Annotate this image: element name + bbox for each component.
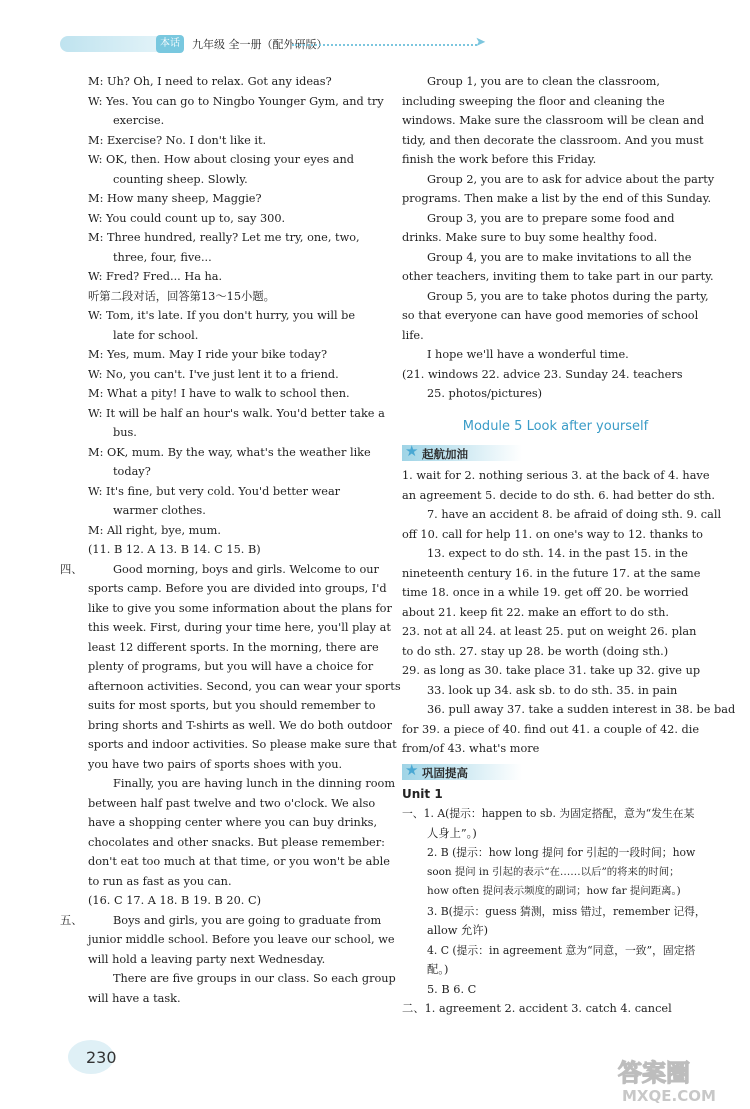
phrase-line: 33. look up 34. ask sb. to do sth. 35. in pain xyxy=(427,683,678,697)
star-icon: ★ xyxy=(405,442,419,460)
passage-line: sports camp. Before you are divided into groups, I'd xyxy=(88,582,387,595)
passage-line: will hold a leaving party next Wednesday. xyxy=(88,952,326,966)
dialog-line: today? xyxy=(113,465,151,478)
header-tag: 本话 xyxy=(156,35,184,53)
answer-line: (11. B 12. A 13. B 14. C 15. B) xyxy=(88,543,261,556)
dialog-line: M: Uh? Oh, I need to relax. Got any ideas? xyxy=(88,75,332,88)
dialog-line: M: How many sheep, Maggie? xyxy=(88,192,262,205)
passage-line xyxy=(60,560,380,580)
dialog-line: W: You could count up to, say 300. xyxy=(88,211,286,225)
passage-line: afternoon activities. Second, you can wear your sports xyxy=(88,679,401,693)
passage-line: Group 1, you are to clean the classroom, xyxy=(427,75,660,88)
phrase-line: time 18. once in a while 19. get off 20. be worried xyxy=(402,586,689,599)
passage-line: will have a task. xyxy=(88,991,181,1005)
phrase-line: for 39. a piece of 40. find out 41. a couple of 42. die xyxy=(402,722,700,736)
passage-line: don't eat too much at that time, or you won't be able xyxy=(88,855,390,868)
dialog-line: W: No, you can't. I've just lent it to a friend. xyxy=(88,367,339,381)
passage-line: Finally, you are having lunch in the dinning room xyxy=(113,777,396,790)
passage-line: tidy, and then decorate the classroom. And you must xyxy=(402,133,704,147)
dialog-line: W: OK, then. How about closing your eyes and xyxy=(88,153,355,166)
answer-line: allow 允许) xyxy=(427,924,489,937)
dialog-line: W: Fred? Fred... Ha ha. xyxy=(88,270,223,283)
dialog-line: W: It's fine, but very cold. You'd better wear xyxy=(88,484,341,498)
answer-line: 25. photos/pictures) xyxy=(427,387,543,400)
passage-line: junior middle school. Before you leave our school, we xyxy=(88,933,395,946)
passage-line: Group 3, you are to prepare some food and xyxy=(427,211,675,225)
header-title: 九年级 全一册（配外研版） xyxy=(192,38,328,51)
answer-line: how often 提问表示频度的副词；how far 提问距离。) xyxy=(427,885,681,897)
answer-line: 3. B(提示：guess 猜测，miss 错过，remember 记得， xyxy=(427,904,706,918)
section-number-five: 五、 xyxy=(60,913,83,927)
section-number-four: 四、 xyxy=(60,562,83,576)
passage-line: between half past twelve and two o'clock. We also xyxy=(88,796,376,810)
section-heading-text: 巩固提高 xyxy=(422,765,468,780)
instruction-line: 听第二段对话，回答第13～15小题。 xyxy=(88,289,275,303)
passage-line: drinks. Make sure to buy some healthy food. xyxy=(402,231,658,244)
passage-line: windows. Make sure the classroom will be clean and xyxy=(402,114,705,127)
passage-line: so that everyone can have good memories of school xyxy=(402,309,699,322)
passage-line: Group 4, you are to make invitations to all the xyxy=(427,250,692,264)
passage-line: I hope we'll have a wonderful time. xyxy=(427,348,629,361)
section-heading-2 xyxy=(402,761,709,783)
dialog-line: W: Yes. You can go to Ningbo Younger Gym, and try xyxy=(88,94,384,108)
phrase-line: nineteenth century 16. in the future 17. at the same xyxy=(402,566,701,580)
dialog-line: three, four, five... xyxy=(113,250,212,264)
passage-line: programs. Then make a list by the end of this Sunday. xyxy=(402,192,712,205)
answer-line: 一、1. A(提示：happen to sb. 为固定搭配，意为“发生在某 xyxy=(402,807,695,820)
watermark-text-cn: 答案圈 xyxy=(618,1059,690,1087)
watermark-logo xyxy=(612,1055,742,1105)
dialog-line: M: Three hundred, really? Let me try, one, two, xyxy=(88,231,360,244)
answer-line: 4. C (提示：in agreement 意为“同意，一致”，固定搭 xyxy=(427,943,696,957)
page-number: 230 xyxy=(86,1048,117,1067)
passage-line: bring shorts and T-shirts as well. We do both outdoor xyxy=(88,718,393,732)
phrase-line: 36. pull away 37. take a sudden interest in 38. be bad xyxy=(427,703,736,716)
passage-line xyxy=(60,911,382,931)
star-icon: ★ xyxy=(405,760,419,779)
phrase-line: from/of 43. what's more xyxy=(402,742,540,755)
passage-line: least 12 different sports. In the morning, there are xyxy=(88,640,379,654)
passage-line: like to give you some information about the plans for xyxy=(88,601,392,615)
left-column xyxy=(60,72,401,1008)
phrase-line: to do sth. 27. stay up 28. be worth (doing sth.) xyxy=(402,644,669,658)
passage-line: other teachers, inviting them to take part in our party. xyxy=(402,270,714,283)
phrase-line: about 21. keep fit 22. make an effort to do sth. xyxy=(402,605,669,619)
passage-line: including sweeping the floor and cleaning the xyxy=(402,94,665,108)
dialog-line: M: What a pity! I have to walk to school then. xyxy=(88,387,350,400)
passage-line: suits for most sports, but you should remember to xyxy=(88,699,376,712)
arrow-right-icon: ➤ xyxy=(475,35,486,50)
passage-line: to run as fast as you can. xyxy=(88,874,232,888)
answer-line: 人身上”。) xyxy=(427,826,477,840)
dialog-line: bus. xyxy=(113,426,137,439)
passage-line: sports and indoor activities. So please make sure that xyxy=(88,738,397,751)
passage-line: have a shopping center where you can buy drinks, xyxy=(88,816,378,829)
passage-line: chocolates and other snacks. But please remember: xyxy=(88,835,385,849)
answer-line: (21. windows 22. advice 23. Sunday 24. teachers xyxy=(402,367,683,381)
passage-line: plenty of programs, but you will have a choice for xyxy=(88,660,374,673)
passage-line: you have two pairs of sports shoes with you. xyxy=(88,757,343,771)
phrase-line: 23. not at all 24. at least 25. put on weight 26. plan xyxy=(402,625,697,638)
unit-label: Unit 1 xyxy=(402,786,443,801)
dialog-line: W: It will be half an hour's walk. You'd better take a xyxy=(88,406,385,420)
answer-line: (16. C 17. A 18. B 19. B 20. C) xyxy=(88,894,262,907)
passage-line: Group 2, you are to ask for advice about the party xyxy=(427,172,715,186)
passage-line: Group 5, you are to take photos during the party, xyxy=(427,289,709,303)
passage-line: this week. First, during your time here, you'll play at xyxy=(88,621,391,634)
passage-line: finish the work before this Friday. xyxy=(402,153,597,166)
dialog-line: M: OK, mum. By the way, what's the weather like xyxy=(88,445,371,459)
dialog-line: M: Exercise? No. I don't like it. xyxy=(88,133,267,147)
phrase-line: 7. have an accident 8. be afraid of doing sth. 9. call xyxy=(427,508,722,521)
section-heading-text: 起航加油 xyxy=(422,447,468,461)
section-heading-1 xyxy=(402,442,709,464)
dialog-line: counting sheep. Slowly. xyxy=(113,172,248,186)
page-header xyxy=(60,32,500,58)
dialog-line: M: All right, bye, mum. xyxy=(88,523,221,537)
phrase-line: an agreement 5. decide to do sth. 6. had better do sth. xyxy=(402,488,715,502)
dialog-line: warmer clothes. xyxy=(113,504,206,517)
dialog-line: exercise. xyxy=(113,114,165,127)
module-title: Module 5 Look after yourself xyxy=(462,418,649,434)
dialog-line: W: Tom, it's late. If you don't hurry, you will be xyxy=(88,309,356,322)
right-column xyxy=(402,72,736,1019)
passage-line: life. xyxy=(402,328,424,342)
answer-line: soon 提问 in 引起的表示“在……以后”的将来的时间； xyxy=(427,865,680,878)
dialog-line: M: Yes, mum. May I ride your bike today? xyxy=(88,348,327,361)
phrase-line: 1. wait for 2. nothing serious 3. at the back of 4. have xyxy=(402,469,710,482)
answer-line: 5. B 6. C xyxy=(427,982,477,996)
answer-line: 2. B (提示：how long 提问 for 引起的一段时间；how xyxy=(427,846,696,859)
watermark-text-url: MXQE.COM xyxy=(622,1087,716,1105)
phrase-line: 29. as long as 30. take place 31. take up 32. give up xyxy=(402,664,701,677)
dialog-line: late for school. xyxy=(113,328,199,342)
passage-line: There are five groups in our class. So each group xyxy=(113,972,396,985)
passage-text: Good morning, boys and girls. Welcome to our xyxy=(113,562,379,576)
phrase-line: 13. expect to do sth. 14. in the past 15. in the xyxy=(427,547,688,560)
header-dotted-line xyxy=(292,44,477,46)
phrase-line: off 10. call for help 11. on one's way to 12. thanks to xyxy=(402,527,703,541)
answer-line: 二、1. agreement 2. accident 3. catch 4. cancel xyxy=(402,1002,672,1015)
passage-text: Boys and girls, you are going to graduate from xyxy=(113,913,382,927)
answer-line: 配。) xyxy=(427,963,449,976)
